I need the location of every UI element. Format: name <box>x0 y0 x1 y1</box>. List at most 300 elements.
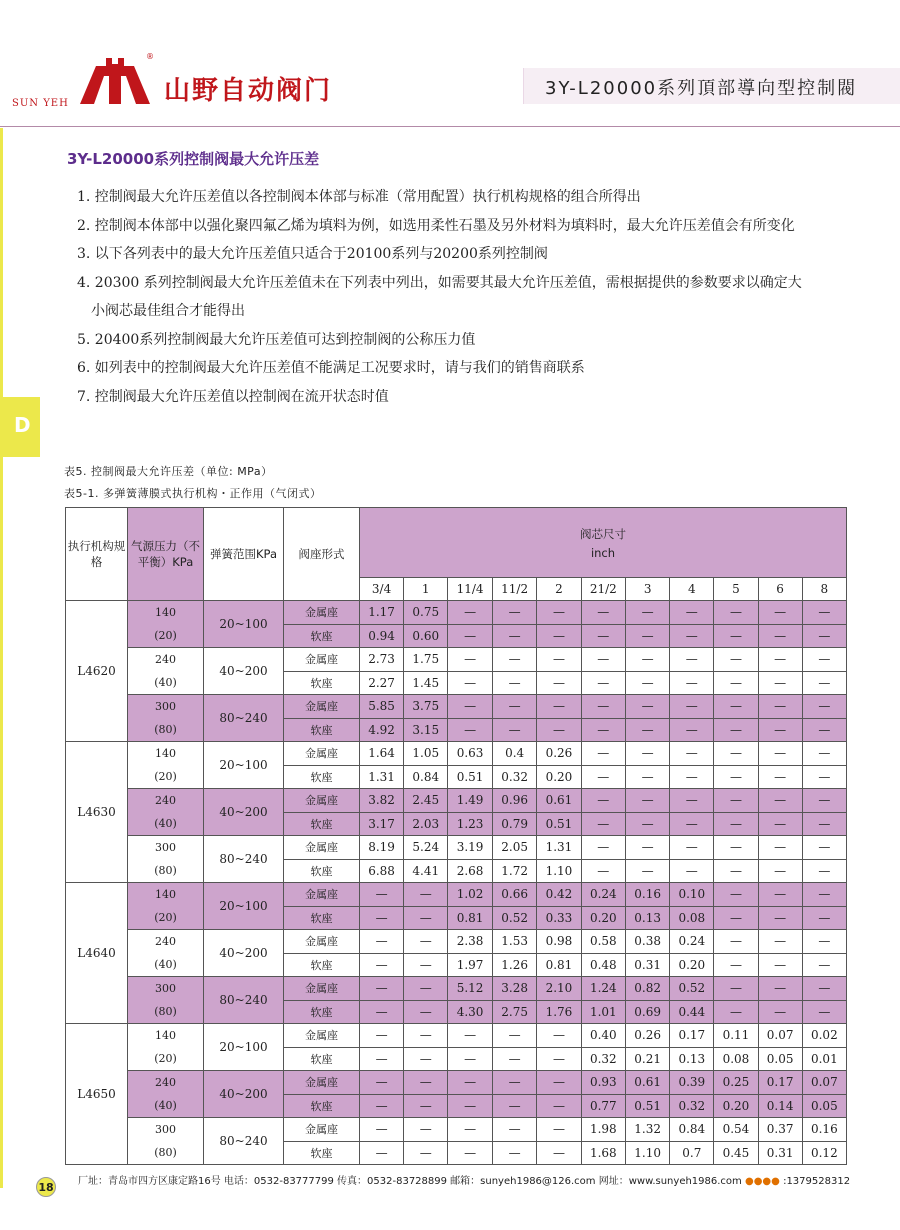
size-header-cell: 2 <box>537 578 581 601</box>
header-seat-type: 阀座形式 <box>284 508 360 601</box>
pressure-value-cell: — <box>758 695 802 719</box>
pressure-value-cell: — <box>670 601 714 625</box>
seat-soft-cell: 软座 <box>284 1141 360 1165</box>
pressure-value-cell: — <box>581 624 626 648</box>
header-air-pressure: 气源压力（不平衡）KPa <box>128 508 204 601</box>
pressure-value-cell: 1.01 <box>581 1000 626 1024</box>
pressure-value-cell: — <box>360 906 404 930</box>
pressure-value-cell: 3.82 <box>360 789 404 813</box>
pressure-value-cell: — <box>492 1071 537 1095</box>
pressure-value-cell: 0.51 <box>448 765 493 789</box>
note-item: 2. 控制阀本体部中以强化聚四氟乙烯为填料为例，如选用柔性石墨及另外材料为填料时，最大允许压差值会有所变化 <box>77 217 795 234</box>
pressure-value-cell: 0.58 <box>581 930 626 954</box>
pressure-value-cell: — <box>404 1071 448 1095</box>
spring-range-cell: 80~240 <box>204 977 284 1024</box>
pressure-value-cell: — <box>758 789 802 813</box>
pressure-value-cell: — <box>670 671 714 695</box>
spring-range-cell: 20~100 <box>204 883 284 930</box>
pressure-value-cell: — <box>714 859 758 883</box>
pressure-value-cell: — <box>537 695 581 719</box>
pressure-value-cell: — <box>802 836 846 860</box>
spring-range-cell: 80~240 <box>204 1118 284 1165</box>
pressure-value-cell: — <box>581 765 626 789</box>
spring-range-cell: 40~200 <box>204 789 284 836</box>
pressure-value-cell: 0.13 <box>670 1047 714 1071</box>
pressure-value-cell: 0.20 <box>537 765 581 789</box>
header-actuator: 执行机构规格 <box>66 508 128 601</box>
pressure-value-cell: 1.75 <box>404 648 448 672</box>
pressure-value-cell: — <box>802 1000 846 1024</box>
table-row <box>66 930 847 954</box>
pressure-value-cell: 0.26 <box>537 742 581 766</box>
pressure-value-cell: — <box>758 648 802 672</box>
pressure-value-cell: 0.4 <box>492 742 537 766</box>
pressure-value-cell: 4.92 <box>360 718 404 742</box>
pressure-value-cell: — <box>360 930 404 954</box>
pressure-value-cell: — <box>448 671 493 695</box>
pressure-value-cell: 2.75 <box>492 1000 537 1024</box>
pressure-value-cell: 0.01 <box>802 1047 846 1071</box>
pressure-value-cell: — <box>802 930 846 954</box>
note-item: 1. 控制阀最大允许压差值以各控制阀本体部与标准（常用配置）执行机构规格的组合所得出 <box>77 189 641 205</box>
air-pressure-cell <box>128 695 204 742</box>
table-subcaption: 表5-1. 多弹簧薄膜式执行机构・正作用（气闭式） <box>64 487 322 500</box>
air-pressure-cell <box>128 1118 204 1165</box>
pressure-value-cell: 4.41 <box>404 859 448 883</box>
air-pressure-balanced-value: (40) <box>154 676 177 689</box>
seat-soft-cell: 软座 <box>284 953 360 977</box>
air-pressure-balanced-value: (40) <box>154 1099 177 1112</box>
air-pressure-balanced-value: (80) <box>154 864 177 877</box>
pressure-table <box>65 507 847 1165</box>
pressure-value-cell: 0.61 <box>626 1071 670 1095</box>
seat-soft-cell: 软座 <box>284 1047 360 1071</box>
pressure-value-cell: 1.10 <box>626 1141 670 1165</box>
pressure-value-cell: — <box>404 1141 448 1165</box>
pressure-value-cell: — <box>448 1047 493 1071</box>
pressure-value-cell: — <box>492 601 537 625</box>
air-pressure-cell <box>128 789 204 836</box>
pressure-value-cell: — <box>758 906 802 930</box>
pressure-value-cell: — <box>670 648 714 672</box>
pressure-value-cell: 0.14 <box>758 1094 802 1118</box>
pressure-value-cell: — <box>626 789 670 813</box>
pressure-value-cell: 0.21 <box>626 1047 670 1071</box>
air-pressure-balanced-value: (40) <box>154 817 177 830</box>
pressure-value-cell: 0.52 <box>492 906 537 930</box>
pressure-value-cell: — <box>802 695 846 719</box>
pressure-value-cell: — <box>758 836 802 860</box>
pressure-value-cell: 0.96 <box>492 789 537 813</box>
pressure-value-cell: 0.94 <box>360 624 404 648</box>
pressure-value-cell: 0.33 <box>537 906 581 930</box>
pressure-value-cell: 0.7 <box>670 1141 714 1165</box>
table-row <box>66 695 847 719</box>
pressure-value-cell: 0.10 <box>670 883 714 907</box>
pressure-value-cell: — <box>758 1000 802 1024</box>
seat-metal-cell: 金属座 <box>284 1024 360 1048</box>
note-item: 5. 20400系列控制阀最大允许压差值可达到控制阀的公称压力值 <box>77 331 476 348</box>
air-pressure-cell <box>128 930 204 977</box>
pressure-value-cell: — <box>714 624 758 648</box>
pressure-value-cell: 2.45 <box>404 789 448 813</box>
pressure-value-cell: — <box>758 812 802 836</box>
pressure-value-cell: — <box>581 648 626 672</box>
size-header-cell: 11/2 <box>492 578 537 601</box>
pressure-value-cell: — <box>581 742 626 766</box>
pressure-value-cell: — <box>492 695 537 719</box>
pressure-value-cell: 0.75 <box>404 601 448 625</box>
note-item: 3. 以下各列表中的最大允许压差值只适合于20100系列与20200系列控制阀 <box>77 246 548 262</box>
pressure-value-cell: 2.68 <box>448 859 493 883</box>
pressure-value-cell: — <box>448 648 493 672</box>
pressure-value-cell: — <box>404 906 448 930</box>
pressure-value-cell: 1.23 <box>448 812 493 836</box>
size-header-cell: 3/4 <box>360 578 404 601</box>
seat-metal-cell: 金属座 <box>284 648 360 672</box>
pressure-value-cell: 3.19 <box>448 836 493 860</box>
pressure-value-cell: 3.17 <box>360 812 404 836</box>
pressure-value-cell: — <box>404 883 448 907</box>
seat-metal-cell: 金属座 <box>284 1118 360 1142</box>
pressure-value-cell: — <box>404 1094 448 1118</box>
pressure-value-cell: 0.25 <box>714 1071 758 1095</box>
core-size-label: 阀芯尺寸 <box>580 526 626 541</box>
seat-metal-cell: 金属座 <box>284 977 360 1001</box>
pressure-value-cell: — <box>758 718 802 742</box>
pressure-value-cell: — <box>626 836 670 860</box>
seat-soft-cell: 软座 <box>284 624 360 648</box>
pressure-value-cell: 0.16 <box>802 1118 846 1142</box>
pressure-value-cell: — <box>448 695 493 719</box>
pressure-value-cell: 2.73 <box>360 648 404 672</box>
pressure-value-cell: — <box>802 624 846 648</box>
note-item-continued: 小阀芯最佳组合才能得出 <box>91 303 245 319</box>
air-pressure-value: 300 <box>155 841 176 854</box>
air-pressure-balanced-value: (20) <box>154 911 177 924</box>
pressure-value-cell: 1.53 <box>492 930 537 954</box>
pressure-value-cell: 0.20 <box>714 1094 758 1118</box>
pressure-value-cell: 0.60 <box>404 624 448 648</box>
pressure-value-cell: 0.81 <box>448 906 493 930</box>
pressure-value-cell: — <box>758 601 802 625</box>
pressure-value-cell: — <box>448 624 493 648</box>
pressure-value-cell: 0.45 <box>714 1141 758 1165</box>
pressure-value-cell: — <box>714 765 758 789</box>
air-pressure-value: 140 <box>155 747 176 760</box>
air-pressure-value: 140 <box>155 606 176 619</box>
size-header-cell: 11/4 <box>448 578 493 601</box>
seat-metal-cell: 金属座 <box>284 695 360 719</box>
table-row <box>66 789 847 813</box>
pressure-value-cell: — <box>360 953 404 977</box>
table-row <box>66 1071 847 1095</box>
pressure-value-cell: 0.24 <box>581 883 626 907</box>
air-pressure-value: 140 <box>155 888 176 901</box>
pressure-value-cell: — <box>714 695 758 719</box>
pressure-value-cell: 0.17 <box>670 1024 714 1048</box>
pressure-value-cell: — <box>758 859 802 883</box>
pressure-value-cell: 0.37 <box>758 1118 802 1142</box>
pressure-value-cell: 0.44 <box>670 1000 714 1024</box>
pressure-value-cell: — <box>714 930 758 954</box>
size-header-cell: 5 <box>714 578 758 601</box>
pressure-value-cell: — <box>802 742 846 766</box>
pressure-value-cell: — <box>537 1071 581 1095</box>
air-pressure-balanced-value: (20) <box>154 629 177 642</box>
pressure-value-cell: 1.98 <box>581 1118 626 1142</box>
brand-name-cn: 山野自动阀门 <box>164 76 333 106</box>
pressure-value-cell: — <box>404 977 448 1001</box>
pressure-value-cell: 0.32 <box>581 1047 626 1071</box>
air-pressure-value: 240 <box>155 653 176 666</box>
pressure-value-cell: — <box>537 671 581 695</box>
pressure-value-cell: 1.32 <box>626 1118 670 1142</box>
pressure-value-cell: — <box>626 648 670 672</box>
table-row <box>66 601 847 625</box>
table-row <box>66 883 847 907</box>
spring-range-cell: 20~100 <box>204 1024 284 1071</box>
pressure-value-cell: 0.20 <box>670 953 714 977</box>
pressure-value-cell: 0.16 <box>626 883 670 907</box>
pressure-value-cell: — <box>758 624 802 648</box>
pressure-value-cell: — <box>404 930 448 954</box>
pressure-value-cell: — <box>492 1141 537 1165</box>
actuator-model-cell: L4620 <box>66 601 128 742</box>
pressure-value-cell: 0.61 <box>537 789 581 813</box>
pressure-value-cell: 1.10 <box>537 859 581 883</box>
pressure-value-cell: 0.26 <box>626 1024 670 1048</box>
pressure-value-cell: — <box>714 812 758 836</box>
pressure-value-cell: — <box>537 1141 581 1165</box>
pressure-value-cell: 0.98 <box>537 930 581 954</box>
pressure-value-cell: 0.82 <box>626 977 670 1001</box>
pressure-value-cell: 0.32 <box>492 765 537 789</box>
seat-soft-cell: 软座 <box>284 765 360 789</box>
pressure-value-cell: — <box>581 836 626 860</box>
pressure-value-cell: — <box>360 883 404 907</box>
pressure-value-cell: — <box>492 1118 537 1142</box>
pressure-value-cell: — <box>714 883 758 907</box>
pressure-value-cell: — <box>581 601 626 625</box>
pressure-value-cell: — <box>802 977 846 1001</box>
air-pressure-value: 240 <box>155 935 176 948</box>
pressure-value-cell: — <box>626 718 670 742</box>
spring-range-cell: 40~200 <box>204 648 284 695</box>
air-pressure-balanced-value: (80) <box>154 723 177 736</box>
pressure-value-cell: — <box>537 648 581 672</box>
pressure-value-cell: 1.26 <box>492 953 537 977</box>
pressure-value-cell: 0.08 <box>670 906 714 930</box>
pressure-value-cell: 0.24 <box>670 930 714 954</box>
pressure-value-cell: 1.31 <box>537 836 581 860</box>
pressure-value-cell: — <box>758 883 802 907</box>
pressure-value-cell: — <box>492 1024 537 1048</box>
pressure-value-cell: 0.93 <box>581 1071 626 1095</box>
seat-metal-cell: 金属座 <box>284 742 360 766</box>
pressure-value-cell: — <box>714 718 758 742</box>
pressure-value-cell: — <box>626 812 670 836</box>
pressure-value-cell: 2.27 <box>360 671 404 695</box>
air-pressure-cell <box>128 1071 204 1118</box>
pressure-value-cell: 0.17 <box>758 1071 802 1095</box>
actuator-model-cell: L4650 <box>66 1024 128 1165</box>
size-header-cell: 1 <box>404 578 448 601</box>
table-row <box>66 1024 847 1048</box>
registered-mark: ® <box>146 52 154 61</box>
pressure-value-cell: — <box>714 648 758 672</box>
pressure-value-cell: 0.02 <box>802 1024 846 1048</box>
pressure-value-cell: — <box>670 695 714 719</box>
pressure-value-cell: 0.51 <box>537 812 581 836</box>
pressure-value-cell: — <box>537 1024 581 1048</box>
pressure-value-cell: — <box>360 1118 404 1142</box>
pressure-value-cell: 0.48 <box>581 953 626 977</box>
pressure-value-cell: — <box>492 671 537 695</box>
pressure-value-cell: — <box>448 718 493 742</box>
actuator-model-cell: L4640 <box>66 883 128 1024</box>
table-caption: 表5. 控制阀最大允许压差（单位: MPa） <box>64 465 273 478</box>
pressure-value-cell: — <box>448 1141 493 1165</box>
pressure-value-cell: 1.49 <box>448 789 493 813</box>
air-pressure-value: 300 <box>155 982 176 995</box>
series-title: 3Y-L20000系列頂部導向型控制閥 <box>545 78 858 99</box>
pressure-value-cell: — <box>714 671 758 695</box>
pressure-value-cell: 0.13 <box>626 906 670 930</box>
seat-metal-cell: 金属座 <box>284 601 360 625</box>
pressure-value-cell: 5.12 <box>448 977 493 1001</box>
pressure-value-cell: — <box>802 601 846 625</box>
pressure-value-cell: 0.05 <box>758 1047 802 1071</box>
pressure-value-cell: 0.84 <box>404 765 448 789</box>
pressure-value-cell: — <box>404 1024 448 1048</box>
pressure-value-cell: 4.30 <box>448 1000 493 1024</box>
pressure-value-cell: 0.31 <box>758 1141 802 1165</box>
pressure-value-cell: — <box>670 789 714 813</box>
pressure-value-cell: — <box>802 859 846 883</box>
table-row <box>66 742 847 766</box>
pressure-value-cell: 0.07 <box>802 1071 846 1095</box>
pressure-value-cell: — <box>670 812 714 836</box>
pressure-value-cell: — <box>581 671 626 695</box>
pressure-value-cell: 5.85 <box>360 695 404 719</box>
pressure-value-cell: — <box>537 601 581 625</box>
pressure-value-cell: — <box>758 977 802 1001</box>
pressure-value-cell: 1.97 <box>448 953 493 977</box>
pressure-value-cell: — <box>626 765 670 789</box>
pressure-value-cell: — <box>802 906 846 930</box>
pressure-value-cell: — <box>404 1118 448 1142</box>
pressure-value-cell: 0.51 <box>626 1094 670 1118</box>
pressure-value-cell: — <box>758 930 802 954</box>
pressure-value-cell: — <box>360 977 404 1001</box>
air-pressure-cell <box>128 648 204 695</box>
pressure-value-cell: — <box>714 742 758 766</box>
pressure-value-cell: — <box>802 883 846 907</box>
pressure-value-cell: — <box>448 1094 493 1118</box>
seat-metal-cell: 金属座 <box>284 930 360 954</box>
seat-metal-cell: 金属座 <box>284 1071 360 1095</box>
pressure-value-cell: 1.31 <box>360 765 404 789</box>
pressure-value-cell: 2.05 <box>492 836 537 860</box>
pressure-value-cell: 0.52 <box>670 977 714 1001</box>
pressure-value-cell: 3.15 <box>404 718 448 742</box>
air-pressure-balanced-value: (20) <box>154 1052 177 1065</box>
pressure-value-cell: 0.63 <box>448 742 493 766</box>
pressure-value-cell: — <box>360 1071 404 1095</box>
air-pressure-value: 300 <box>155 700 176 713</box>
air-pressure-balanced-value: (40) <box>154 958 177 971</box>
pressure-value-cell: — <box>626 601 670 625</box>
air-pressure-cell <box>128 836 204 883</box>
header-spring-range: 弹簧范围KPa <box>204 508 284 601</box>
pressure-value-cell: 1.76 <box>537 1000 581 1024</box>
size-header-cell: 6 <box>758 578 802 601</box>
seat-soft-cell: 软座 <box>284 859 360 883</box>
actuator-model-cell: L4630 <box>66 742 128 883</box>
pressure-value-cell: — <box>448 601 493 625</box>
pressure-value-cell: — <box>626 624 670 648</box>
pressure-value-cell: — <box>626 859 670 883</box>
pressure-value-cell: — <box>758 953 802 977</box>
seat-soft-cell: 软座 <box>284 906 360 930</box>
pressure-value-cell: 1.45 <box>404 671 448 695</box>
footer-address-text: 厂址：青岛市四方区康定路16号 电话：0532-83777799 传真：0532-83728899 邮箱：sunyeh1986@126.com 网址：www.sunyeh1986.com <box>78 1176 742 1187</box>
size-header-cell: 4 <box>670 578 714 601</box>
side-accent-line <box>0 128 3 1188</box>
air-pressure-cell <box>128 1024 204 1071</box>
pressure-value-cell: — <box>714 906 758 930</box>
pressure-value-cell: — <box>714 953 758 977</box>
pressure-value-cell: — <box>670 742 714 766</box>
pressure-value-cell: 2.10 <box>537 977 581 1001</box>
pressure-value-cell: — <box>492 1094 537 1118</box>
pressure-value-cell: 0.79 <box>492 812 537 836</box>
pressure-value-cell: 0.42 <box>537 883 581 907</box>
air-pressure-cell <box>128 883 204 930</box>
pressure-value-cell: — <box>802 765 846 789</box>
pressure-value-cell: — <box>802 671 846 695</box>
air-pressure-cell <box>128 977 204 1024</box>
notes-list <box>77 183 867 411</box>
pressure-value-cell: 0.32 <box>670 1094 714 1118</box>
header-core-size <box>360 508 847 578</box>
pressure-value-cell: 3.75 <box>404 695 448 719</box>
air-pressure-cell <box>128 601 204 648</box>
side-tab-letter: D <box>14 413 31 437</box>
pressure-value-cell: — <box>714 836 758 860</box>
spring-range-cell: 80~240 <box>204 695 284 742</box>
air-pressure-balanced-value: (20) <box>154 770 177 783</box>
spring-range-cell: 20~100 <box>204 601 284 648</box>
pressure-value-cell: — <box>758 765 802 789</box>
pressure-value-cell: — <box>714 789 758 813</box>
pressure-value-cell: — <box>360 1047 404 1071</box>
air-pressure-balanced-value: (80) <box>154 1146 177 1159</box>
seat-soft-cell: 软座 <box>284 671 360 695</box>
core-size-unit: inch <box>590 545 616 560</box>
pressure-value-cell: — <box>537 1047 581 1071</box>
seat-soft-cell: 软座 <box>284 1094 360 1118</box>
pressure-value-cell: — <box>360 1000 404 1024</box>
pressure-value-cell: 0.20 <box>581 906 626 930</box>
pressure-value-cell: 1.64 <box>360 742 404 766</box>
pressure-value-cell: 6.88 <box>360 859 404 883</box>
pressure-value-cell: 0.11 <box>714 1024 758 1048</box>
pressure-value-cell: — <box>670 836 714 860</box>
pressure-value-cell: — <box>714 601 758 625</box>
pressure-value-cell: 8.19 <box>360 836 404 860</box>
